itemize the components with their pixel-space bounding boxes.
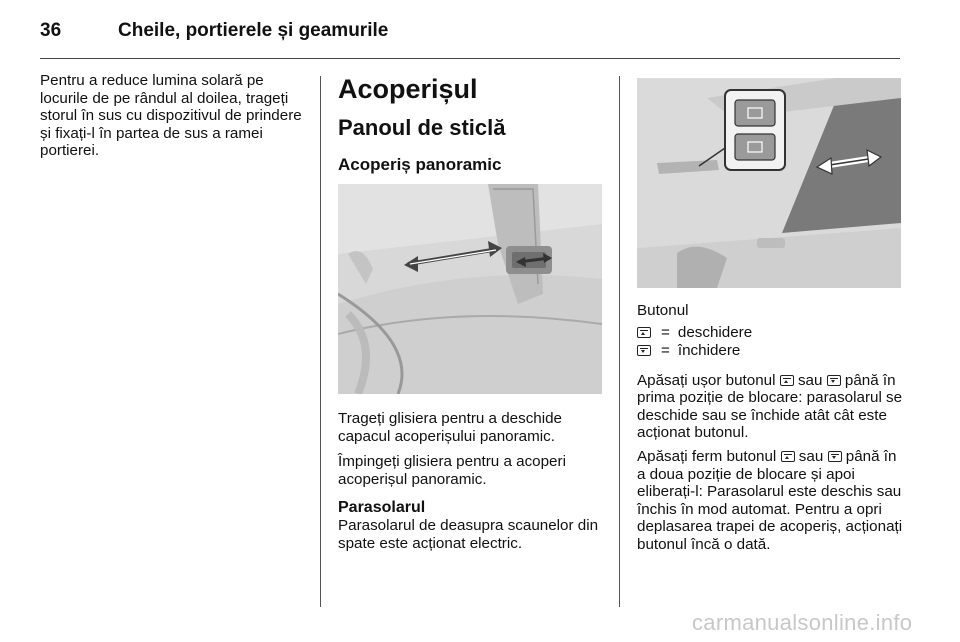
sunshade-paragraph: Parasolarul de deasupra scaunelor din spate este acționat electric. <box>338 517 599 552</box>
sunshade-close-button-icon <box>828 451 842 462</box>
page-number: 36 <box>40 20 62 41</box>
legend-text-open: deschidere <box>677 323 753 341</box>
pull-slider-paragraph: Trageți glisiera pentru a deschide capacul acoperișului panoramic. <box>338 410 563 445</box>
button-caption: Butonul <box>637 302 689 319</box>
subsection-heading-panoramic-roof: Acoperiș panoramic <box>338 155 502 174</box>
chapter-title: Cheile, portierele și geamurile <box>118 20 389 41</box>
light-press-text-b: sau <box>797 371 823 389</box>
sunshade-open-button-icon <box>781 451 795 462</box>
column-divider-1 <box>320 76 321 607</box>
sunshade-close-button-icon <box>827 375 841 386</box>
column-divider-2 <box>619 76 620 607</box>
firm-press-text-a: Apăsați ferm butonul <box>637 447 777 465</box>
legend-text-close: închidere <box>677 341 741 359</box>
firm-press-text-b: sau <box>798 447 824 465</box>
page-header <box>40 16 900 56</box>
legend-equals: = <box>661 323 670 341</box>
sunblind-paragraph: Pentru a reduce lumina solară pe locurile de pe rândul al doilea, trageți storul în sus cu dispozitivul de prindere și fixați-l în partea de sus a ramei portierei. <box>40 72 302 160</box>
column-2 <box>338 72 604 553</box>
header-divider <box>40 58 900 59</box>
sunshade-open-button-icon <box>780 375 794 386</box>
legend-row-close <box>637 342 903 360</box>
button-legend <box>637 324 903 360</box>
panoramic-roof-illustration <box>338 184 602 394</box>
firm-press-paragraph <box>637 448 903 554</box>
legend-row-open <box>637 324 903 342</box>
sunshade-button-illustration <box>637 78 901 288</box>
light-press-text-a: Apăsați ușor butonul <box>637 371 776 389</box>
subsection-heading-glass-panel: Panoul de sticlă <box>338 115 506 140</box>
column-3 <box>637 72 903 554</box>
firm-press-text-c: până în a doua poziție de blocare și apoi eliberați-l: Parasolarul este deschis sau închis în mod automat. Pentru a opri deplasarea trapei de acoperiș, acționați butonul încă o dată. <box>637 447 903 553</box>
light-press-text-c: până în prima poziție de blocare: parasolarul se deschide sau se închide atât cât este acționat butonul. <box>637 371 903 442</box>
legend-equals: = <box>661 341 670 359</box>
subsection-heading-sunshade: Parasolarul <box>338 499 426 517</box>
column-1 <box>40 72 310 160</box>
light-press-paragraph <box>637 372 903 442</box>
sunshade-close-button-icon <box>637 345 651 356</box>
site-watermark: carmanualsonline.info <box>692 610 913 635</box>
section-heading-roof: Acoperișul <box>338 74 478 104</box>
sunshade-open-button-icon <box>637 327 651 338</box>
push-slider-paragraph: Împingeți glisiera pentru a acoperi acoperișul panoramic. <box>338 453 566 488</box>
